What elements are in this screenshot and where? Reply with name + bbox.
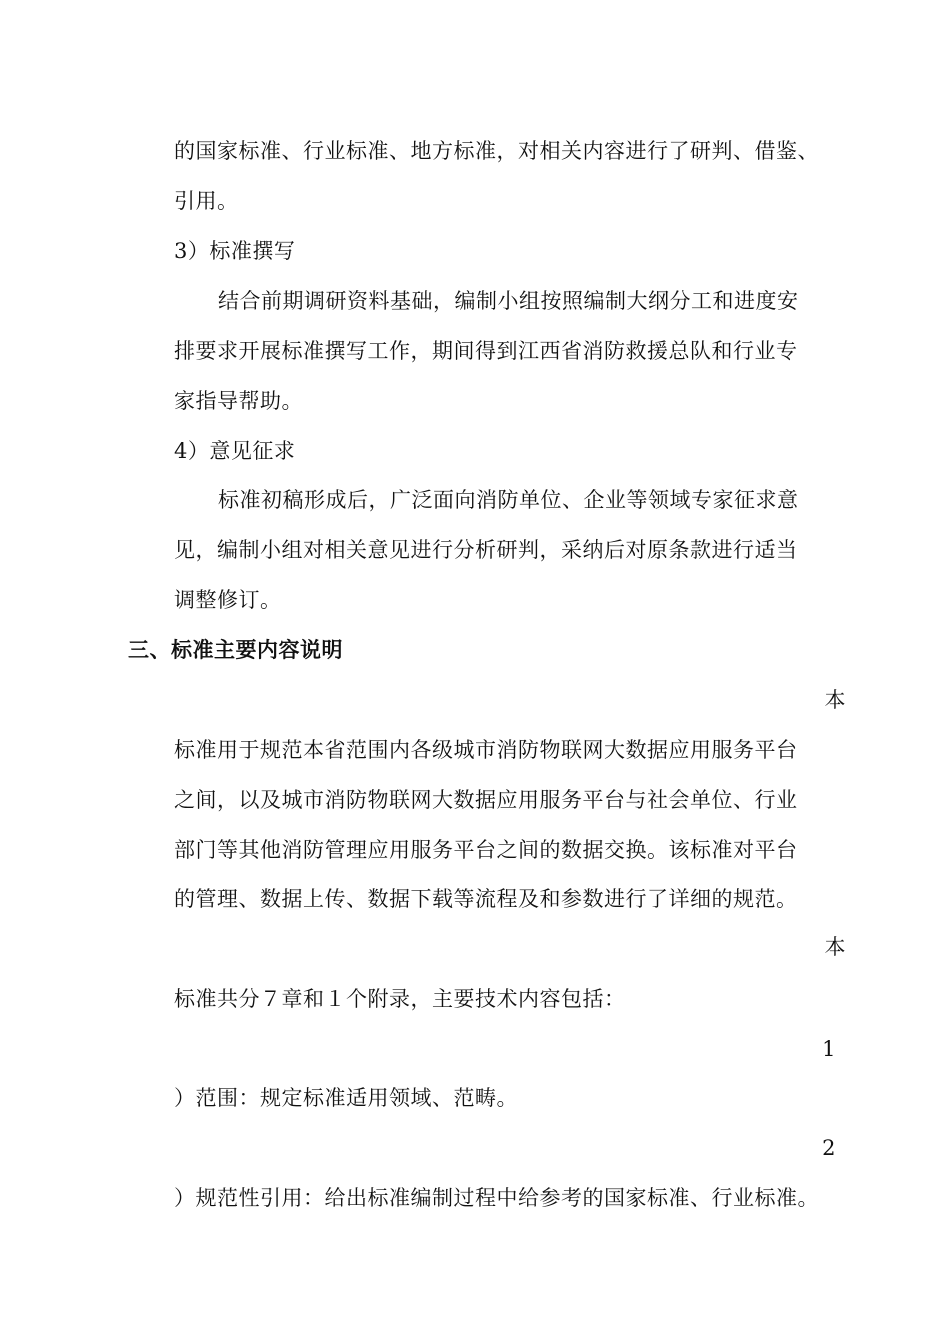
text-line: 引用。 — [174, 189, 239, 213]
list-item: ）规范性引用：给出标准编制过程中给参考的国家标准、行业标准。 — [174, 1186, 819, 1210]
text-line: 家指导帮助。 — [174, 389, 303, 413]
text-line: 的管理、数据上传、数据下载等流程及和参数进行了详细的规范。 — [174, 887, 798, 911]
text-line: 标准初稿形成后，广泛面向消防单位、企业等领域专家征求意 — [218, 488, 799, 512]
section-subheading: 3）标准撰写 — [174, 239, 296, 263]
list-item: ）范围：规定标准适用领域、范畴。 — [174, 1086, 518, 1110]
list-number: 1 — [822, 1037, 836, 1061]
text-line: 标准用于规范本省范围内各级城市消防物联网大数据应用服务平台 — [174, 738, 798, 762]
text-line: 调整修订。 — [174, 588, 282, 612]
text-line: 部门等其他消防管理应用服务平台之间的数据交换。该标准对平台 — [174, 838, 798, 862]
text-line: 的国家标准、行业标准、地方标准，对相关内容进行了研判、借鉴、 — [174, 139, 819, 163]
text-line: 结合前期调研资料基础，编制小组按照编制大纲分工和进度安 — [218, 289, 799, 313]
text-line: 见，编制小组对相关意见进行分析研判，采纳后对原条款进行适当 — [174, 538, 798, 562]
text-line: 本 — [824, 688, 846, 712]
list-number: 2 — [822, 1136, 836, 1160]
section-subheading: 4）意见征求 — [174, 439, 296, 463]
text-line: 本 — [824, 935, 846, 959]
text-line: 之间，以及城市消防物联网大数据应用服务平台与社会单位、行业 — [174, 788, 798, 812]
text-line: 标准共分７章和１个附录，主要技术内容包括： — [174, 987, 626, 1011]
text-line: 排要求开展标准撰写工作，期间得到江西省消防救援总队和行业专 — [174, 339, 798, 363]
section-heading: 三、标准主要内容说明 — [128, 638, 343, 662]
